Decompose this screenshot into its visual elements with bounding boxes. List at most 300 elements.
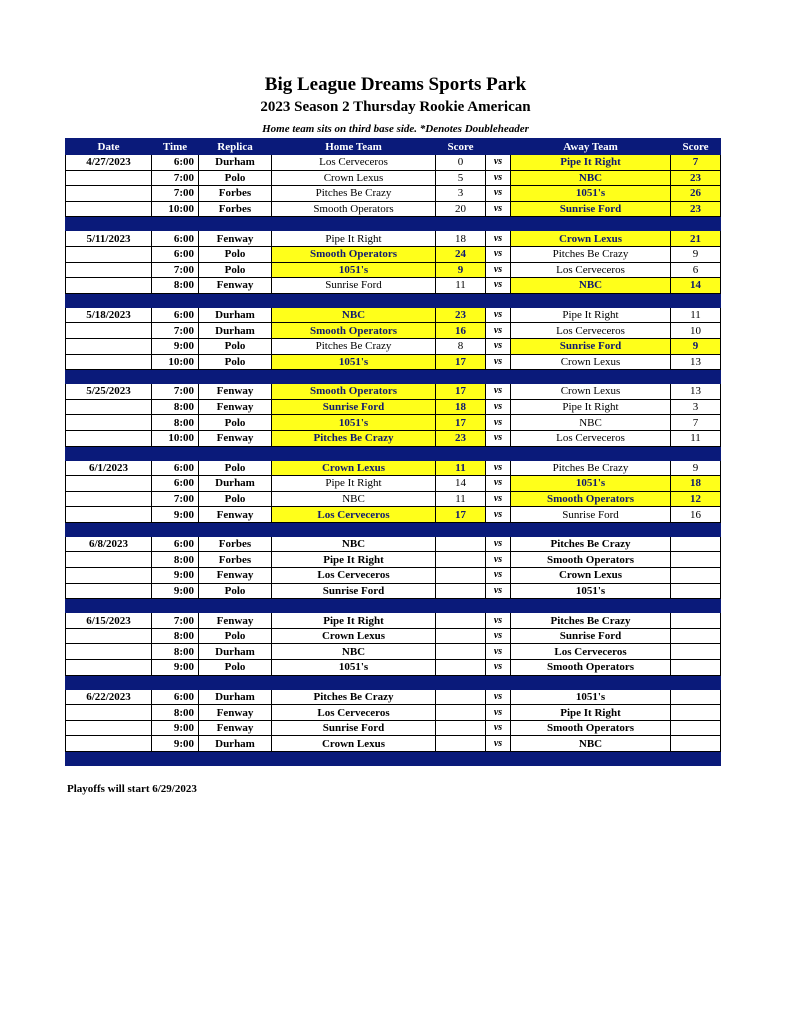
date-cell bbox=[66, 628, 152, 644]
column-header-away-score: Score bbox=[671, 139, 721, 155]
away-score-cell bbox=[671, 613, 721, 629]
time-cell: 6:00 bbox=[152, 231, 199, 247]
away-team-cell: 1051's bbox=[511, 476, 671, 492]
week-separator bbox=[66, 675, 721, 689]
home-team-cell: Crown Lexus bbox=[272, 460, 436, 476]
home-team-cell: Smooth Operators bbox=[272, 246, 436, 262]
date-cell: 5/11/2023 bbox=[66, 231, 152, 247]
away-team-cell: Pitches Be Crazy bbox=[511, 613, 671, 629]
separator-cell bbox=[511, 522, 671, 536]
away-team-cell: Pipe It Right bbox=[511, 399, 671, 415]
replica-cell: Polo bbox=[199, 460, 272, 476]
replica-cell: Fenway bbox=[199, 507, 272, 523]
week-separator bbox=[66, 752, 721, 766]
date-cell bbox=[66, 491, 152, 507]
week-separator bbox=[66, 217, 721, 231]
separator-cell bbox=[66, 370, 152, 384]
separator-cell bbox=[66, 522, 152, 536]
home-score-cell bbox=[436, 689, 486, 705]
time-cell: 8:00 bbox=[152, 644, 199, 660]
separator-cell bbox=[66, 599, 152, 613]
time-cell: 7:00 bbox=[152, 323, 199, 339]
separator-cell bbox=[199, 293, 272, 307]
date-cell bbox=[66, 170, 152, 186]
table-row bbox=[66, 231, 721, 247]
home-score-cell: 11 bbox=[436, 278, 486, 294]
separator-cell bbox=[486, 675, 511, 689]
separator-cell bbox=[199, 522, 272, 536]
home-score-cell bbox=[436, 644, 486, 660]
table-row bbox=[66, 628, 721, 644]
home-score-cell: 18 bbox=[436, 399, 486, 415]
away-score-cell: 9 bbox=[671, 460, 721, 476]
separator-cell bbox=[272, 752, 436, 766]
date-cell bbox=[66, 354, 152, 370]
table-row bbox=[66, 155, 721, 171]
home-score-cell bbox=[436, 720, 486, 736]
away-team-cell: Crown Lexus bbox=[511, 384, 671, 400]
home-team-cell: Pitches Be Crazy bbox=[272, 186, 436, 202]
replica-cell: Fenway bbox=[199, 705, 272, 721]
replica-cell: Polo bbox=[199, 246, 272, 262]
separator-cell bbox=[152, 217, 199, 231]
table-row bbox=[66, 491, 721, 507]
separator-cell bbox=[486, 217, 511, 231]
vs-cell: vs bbox=[486, 720, 511, 736]
home-team-cell: Pitches Be Crazy bbox=[272, 338, 436, 354]
time-cell: 6:00 bbox=[152, 246, 199, 262]
away-team-cell: Smooth Operators bbox=[511, 660, 671, 676]
away-score-cell bbox=[671, 736, 721, 752]
replica-cell: Fenway bbox=[199, 231, 272, 247]
vs-cell: vs bbox=[486, 246, 511, 262]
separator-cell bbox=[671, 522, 721, 536]
vs-cell: vs bbox=[486, 338, 511, 354]
column-header-home-team: Home Team bbox=[272, 139, 436, 155]
separator-cell bbox=[671, 293, 721, 307]
separator-cell bbox=[511, 293, 671, 307]
date-cell: 6/22/2023 bbox=[66, 689, 152, 705]
replica-cell: Polo bbox=[199, 660, 272, 676]
away-score-cell: 21 bbox=[671, 231, 721, 247]
home-score-cell: 20 bbox=[436, 201, 486, 217]
replica-cell: Durham bbox=[199, 689, 272, 705]
separator-cell bbox=[152, 752, 199, 766]
away-score-cell bbox=[671, 536, 721, 552]
home-score-cell: 3 bbox=[436, 186, 486, 202]
away-team-cell: Crown Lexus bbox=[511, 231, 671, 247]
vs-cell: vs bbox=[486, 536, 511, 552]
home-team-cell: Los Cerveceros bbox=[272, 507, 436, 523]
home-team-cell: Sunrise Ford bbox=[272, 583, 436, 599]
separator-cell bbox=[436, 752, 486, 766]
table-row bbox=[66, 552, 721, 568]
home-team-cell: Sunrise Ford bbox=[272, 720, 436, 736]
away-score-cell: 12 bbox=[671, 491, 721, 507]
separator-cell bbox=[272, 599, 436, 613]
vs-cell: vs bbox=[486, 323, 511, 339]
away-score-cell: 18 bbox=[671, 476, 721, 492]
home-score-cell: 17 bbox=[436, 507, 486, 523]
date-cell bbox=[66, 262, 152, 278]
separator-cell bbox=[66, 446, 152, 460]
away-team-cell: Los Cerveceros bbox=[511, 323, 671, 339]
separator-cell bbox=[436, 293, 486, 307]
table-row bbox=[66, 415, 721, 431]
home-score-cell: 23 bbox=[436, 307, 486, 323]
separator-cell bbox=[511, 752, 671, 766]
vs-cell: vs bbox=[486, 460, 511, 476]
home-score-cell: 11 bbox=[436, 460, 486, 476]
home-team-cell: Pitches Be Crazy bbox=[272, 689, 436, 705]
separator-cell bbox=[152, 293, 199, 307]
date-cell: 5/25/2023 bbox=[66, 384, 152, 400]
away-team-cell: Sunrise Ford bbox=[511, 507, 671, 523]
away-team-cell: Pitches Be Crazy bbox=[511, 460, 671, 476]
replica-cell: Durham bbox=[199, 644, 272, 660]
vs-cell: vs bbox=[486, 354, 511, 370]
date-cell bbox=[66, 338, 152, 354]
table-row bbox=[66, 201, 721, 217]
time-cell: 7:00 bbox=[152, 384, 199, 400]
away-team-cell: NBC bbox=[511, 415, 671, 431]
vs-cell: vs bbox=[486, 568, 511, 584]
separator-cell bbox=[486, 752, 511, 766]
home-team-note: Home team sits on third base side. *Denotes Doubleheader bbox=[262, 123, 529, 135]
away-team-cell: NBC bbox=[511, 278, 671, 294]
time-cell: 7:00 bbox=[152, 262, 199, 278]
table-row bbox=[66, 246, 721, 262]
replica-cell: Polo bbox=[199, 628, 272, 644]
home-score-cell: 17 bbox=[436, 384, 486, 400]
away-score-cell: 10 bbox=[671, 323, 721, 339]
home-team-cell: Sunrise Ford bbox=[272, 399, 436, 415]
week-separator bbox=[66, 446, 721, 460]
time-cell: 8:00 bbox=[152, 552, 199, 568]
away-team-cell: Sunrise Ford bbox=[511, 628, 671, 644]
replica-cell: Forbes bbox=[199, 201, 272, 217]
home-score-cell: 17 bbox=[436, 354, 486, 370]
replica-cell: Polo bbox=[199, 491, 272, 507]
away-score-cell: 11 bbox=[671, 430, 721, 446]
time-cell: 8:00 bbox=[152, 705, 199, 721]
separator-cell bbox=[436, 522, 486, 536]
vs-cell: vs bbox=[486, 430, 511, 446]
replica-cell: Durham bbox=[199, 323, 272, 339]
separator-cell bbox=[436, 370, 486, 384]
home-score-cell: 14 bbox=[436, 476, 486, 492]
away-team-cell: 1051's bbox=[511, 583, 671, 599]
away-team-cell: 1051's bbox=[511, 186, 671, 202]
separator-cell bbox=[436, 675, 486, 689]
separator-cell bbox=[199, 599, 272, 613]
time-cell: 7:00 bbox=[152, 491, 199, 507]
home-team-cell: Pipe It Right bbox=[272, 613, 436, 629]
table-row bbox=[66, 583, 721, 599]
time-cell: 6:00 bbox=[152, 536, 199, 552]
date-cell bbox=[66, 246, 152, 262]
away-team-cell: Smooth Operators bbox=[511, 552, 671, 568]
separator-cell bbox=[152, 599, 199, 613]
replica-cell: Polo bbox=[199, 170, 272, 186]
date-cell bbox=[66, 415, 152, 431]
vs-cell: vs bbox=[486, 170, 511, 186]
separator-cell bbox=[511, 217, 671, 231]
home-score-cell bbox=[436, 736, 486, 752]
replica-cell: Polo bbox=[199, 262, 272, 278]
away-score-cell: 7 bbox=[671, 415, 721, 431]
vs-cell: vs bbox=[486, 155, 511, 171]
vs-cell: vs bbox=[486, 476, 511, 492]
table-row bbox=[66, 613, 721, 629]
date-cell bbox=[66, 660, 152, 676]
replica-cell: Durham bbox=[199, 307, 272, 323]
time-cell: 8:00 bbox=[152, 415, 199, 431]
home-team-cell: 1051's bbox=[272, 262, 436, 278]
table-row bbox=[66, 736, 721, 752]
separator-cell bbox=[436, 599, 486, 613]
time-cell: 8:00 bbox=[152, 399, 199, 415]
date-cell bbox=[66, 399, 152, 415]
table-row bbox=[66, 660, 721, 676]
home-team-cell: 1051's bbox=[272, 660, 436, 676]
replica-cell: Polo bbox=[199, 338, 272, 354]
date-cell bbox=[66, 552, 152, 568]
week-separator bbox=[66, 293, 721, 307]
vs-cell: vs bbox=[486, 278, 511, 294]
replica-cell: Fenway bbox=[199, 430, 272, 446]
away-score-cell bbox=[671, 568, 721, 584]
home-score-cell bbox=[436, 536, 486, 552]
home-score-cell bbox=[436, 660, 486, 676]
week-separator bbox=[66, 599, 721, 613]
separator-cell bbox=[272, 446, 436, 460]
home-team-cell: Los Cerveceros bbox=[272, 568, 436, 584]
vs-cell: vs bbox=[486, 491, 511, 507]
away-score-cell bbox=[671, 689, 721, 705]
away-team-cell: Sunrise Ford bbox=[511, 338, 671, 354]
time-cell: 6:00 bbox=[152, 476, 199, 492]
date-cell bbox=[66, 278, 152, 294]
replica-cell: Forbes bbox=[199, 536, 272, 552]
time-cell: 9:00 bbox=[152, 736, 199, 752]
table-row bbox=[66, 354, 721, 370]
time-cell: 7:00 bbox=[152, 170, 199, 186]
vs-cell: vs bbox=[486, 583, 511, 599]
vs-cell: vs bbox=[486, 262, 511, 278]
separator-cell bbox=[152, 522, 199, 536]
page-title: Big League Dreams Sports Park bbox=[264, 74, 527, 95]
separator-cell bbox=[272, 370, 436, 384]
vs-cell: vs bbox=[486, 231, 511, 247]
vs-cell: vs bbox=[486, 307, 511, 323]
separator-cell bbox=[66, 217, 152, 231]
home-score-cell bbox=[436, 628, 486, 644]
table-row bbox=[66, 338, 721, 354]
date-cell bbox=[66, 705, 152, 721]
home-score-cell: 23 bbox=[436, 430, 486, 446]
away-score-cell: 9 bbox=[671, 338, 721, 354]
table-row bbox=[66, 476, 721, 492]
replica-cell: Fenway bbox=[199, 613, 272, 629]
away-team-cell: Los Cerveceros bbox=[511, 644, 671, 660]
separator-cell bbox=[272, 293, 436, 307]
vs-cell: vs bbox=[486, 628, 511, 644]
replica-cell: Durham bbox=[199, 476, 272, 492]
separator-cell bbox=[152, 675, 199, 689]
time-cell: 10:00 bbox=[152, 201, 199, 217]
week-separator bbox=[66, 370, 721, 384]
column-header-home-score: Score bbox=[436, 139, 486, 155]
away-team-cell: Pipe It Right bbox=[511, 155, 671, 171]
time-cell: 6:00 bbox=[152, 689, 199, 705]
vs-cell: vs bbox=[486, 415, 511, 431]
separator-cell bbox=[511, 599, 671, 613]
date-cell: 6/1/2023 bbox=[66, 460, 152, 476]
separator-cell bbox=[199, 446, 272, 460]
away-team-cell: NBC bbox=[511, 736, 671, 752]
away-team-cell: Smooth Operators bbox=[511, 720, 671, 736]
home-team-cell: Smooth Operators bbox=[272, 323, 436, 339]
separator-cell bbox=[272, 675, 436, 689]
home-team-cell: NBC bbox=[272, 307, 436, 323]
replica-cell: Fenway bbox=[199, 399, 272, 415]
vs-cell: vs bbox=[486, 186, 511, 202]
date-cell bbox=[66, 583, 152, 599]
vs-cell: vs bbox=[486, 705, 511, 721]
away-score-cell: 26 bbox=[671, 186, 721, 202]
vs-cell: vs bbox=[486, 660, 511, 676]
vs-cell: vs bbox=[486, 201, 511, 217]
playoffs-note: Playoffs will start 6/29/2023 bbox=[67, 783, 197, 795]
away-score-cell bbox=[671, 583, 721, 599]
separator-cell bbox=[199, 370, 272, 384]
table-row bbox=[66, 568, 721, 584]
table-row bbox=[66, 460, 721, 476]
vs-cell: vs bbox=[486, 552, 511, 568]
home-score-cell: 17 bbox=[436, 415, 486, 431]
home-team-cell: Pitches Be Crazy bbox=[272, 430, 436, 446]
separator-cell bbox=[152, 370, 199, 384]
time-cell: 6:00 bbox=[152, 460, 199, 476]
home-team-cell: Smooth Operators bbox=[272, 201, 436, 217]
date-cell bbox=[66, 476, 152, 492]
away-team-cell: Pitches Be Crazy bbox=[511, 536, 671, 552]
away-team-cell: Pipe It Right bbox=[511, 307, 671, 323]
away-score-cell: 9 bbox=[671, 246, 721, 262]
separator-cell bbox=[486, 522, 511, 536]
table-row bbox=[66, 399, 721, 415]
away-score-cell: 23 bbox=[671, 170, 721, 186]
separator-cell bbox=[511, 370, 671, 384]
column-header-replica: Replica bbox=[199, 139, 272, 155]
date-cell bbox=[66, 186, 152, 202]
separator-cell bbox=[66, 752, 152, 766]
time-cell: 9:00 bbox=[152, 660, 199, 676]
home-team-cell: Smooth Operators bbox=[272, 384, 436, 400]
away-team-cell: Sunrise Ford bbox=[511, 201, 671, 217]
home-score-cell: 9 bbox=[436, 262, 486, 278]
away-score-cell: 13 bbox=[671, 354, 721, 370]
table-row bbox=[66, 689, 721, 705]
away-team-cell: 1051's bbox=[511, 689, 671, 705]
home-score-cell: 8 bbox=[436, 338, 486, 354]
away-team-cell: Pipe It Right bbox=[511, 705, 671, 721]
date-cell: 5/18/2023 bbox=[66, 307, 152, 323]
date-cell bbox=[66, 507, 152, 523]
date-cell: 4/27/2023 bbox=[66, 155, 152, 171]
separator-cell bbox=[66, 675, 152, 689]
home-team-cell: NBC bbox=[272, 491, 436, 507]
home-team-cell: Crown Lexus bbox=[272, 170, 436, 186]
home-team-cell: NBC bbox=[272, 644, 436, 660]
home-score-cell: 16 bbox=[436, 323, 486, 339]
home-team-cell: 1051's bbox=[272, 415, 436, 431]
table-row bbox=[66, 186, 721, 202]
date-cell bbox=[66, 568, 152, 584]
date-cell: 6/15/2023 bbox=[66, 613, 152, 629]
separator-cell bbox=[199, 217, 272, 231]
separator-cell bbox=[486, 446, 511, 460]
vs-cell: vs bbox=[486, 384, 511, 400]
time-cell: 6:00 bbox=[152, 155, 199, 171]
home-score-cell bbox=[436, 705, 486, 721]
home-score-cell bbox=[436, 613, 486, 629]
vs-cell: vs bbox=[486, 399, 511, 415]
home-score-cell: 11 bbox=[436, 491, 486, 507]
date-cell bbox=[66, 736, 152, 752]
home-team-cell: Pipe It Right bbox=[272, 552, 436, 568]
time-cell: 10:00 bbox=[152, 354, 199, 370]
home-team-cell: Los Cerveceros bbox=[272, 155, 436, 171]
table-row bbox=[66, 262, 721, 278]
table-row bbox=[66, 507, 721, 523]
separator-cell bbox=[66, 293, 152, 307]
replica-cell: Fenway bbox=[199, 568, 272, 584]
away-score-cell bbox=[671, 705, 721, 721]
home-team-cell: Pipe It Right bbox=[272, 231, 436, 247]
away-team-cell: Smooth Operators bbox=[511, 491, 671, 507]
separator-cell bbox=[436, 446, 486, 460]
away-team-cell: Pitches Be Crazy bbox=[511, 246, 671, 262]
schedule-table bbox=[65, 138, 721, 766]
replica-cell: Polo bbox=[199, 354, 272, 370]
time-cell: 10:00 bbox=[152, 430, 199, 446]
separator-cell bbox=[486, 599, 511, 613]
table-row bbox=[66, 307, 721, 323]
replica-cell: Forbes bbox=[199, 186, 272, 202]
separator-cell bbox=[511, 446, 671, 460]
replica-cell: Polo bbox=[199, 583, 272, 599]
away-score-cell: 7 bbox=[671, 155, 721, 171]
date-cell bbox=[66, 201, 152, 217]
separator-cell bbox=[511, 675, 671, 689]
separator-cell bbox=[272, 217, 436, 231]
table-row bbox=[66, 323, 721, 339]
table-row bbox=[66, 705, 721, 721]
away-score-cell: 16 bbox=[671, 507, 721, 523]
time-cell: 8:00 bbox=[152, 278, 199, 294]
time-cell: 9:00 bbox=[152, 338, 199, 354]
time-cell: 9:00 bbox=[152, 583, 199, 599]
date-cell: 6/8/2023 bbox=[66, 536, 152, 552]
replica-cell: Polo bbox=[199, 415, 272, 431]
separator-cell bbox=[671, 599, 721, 613]
table-row bbox=[66, 170, 721, 186]
separator-cell bbox=[199, 752, 272, 766]
separator-cell bbox=[671, 752, 721, 766]
away-score-cell bbox=[671, 552, 721, 568]
